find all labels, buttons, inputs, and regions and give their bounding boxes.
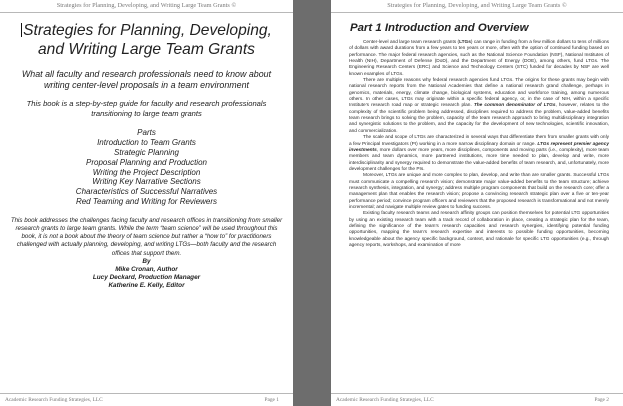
section-body — [349, 40, 609, 249]
footer-company: Academic Research Funding Strategies, LLC — [336, 397, 434, 403]
book-description: This book addresses the challenges facing faculty and research offices in transitioning from smaller research grants to large team grants. While the term “team science” will be used throughout this book, it is not a book about the theory of team science but rather a “how to” for practitioners challenged with actually planning, developing, and writing LTGs—both faculty and the research offices that support them. — [10, 217, 283, 257]
parts-heading: Parts — [137, 128, 156, 137]
part-item: Red Teaming and Writing for Reviewers — [75, 197, 218, 207]
footer-page-number: Page 1 — [264, 397, 279, 403]
page-header: Strategies for Planning, Developing, and Writing Large Team Grants © — [331, 0, 623, 13]
paragraph: The scale and scope of LTGs are characterized in several ways that differentiate them from smaller grants with only a few Principal Investigators (PI) working in a more narrow disciplinary domain or range. LTGs represent premier agency investments, more dollars over more years, more disciplines, components and moving parts (i.e., complexity), more team members and team dynamics, more partnered institutions, more time needed to plan, develop and write, more interdisciplinarity and synergy required to demonstrate the value-added benefits of team research, and, unfortunately, more development challenges for the PIs. — [349, 135, 609, 172]
paragraph: Existing faculty research teams and research affinity groups can position themselves for potential LTG opportunities by using an existing research team with a track record of collaboration in place, creating a strategic plan for the team, defining the significance of the team’s research capacities and research synergies, identifying potential funding opportunities, mapping the team’s research expertise and interests to possible funding opportunities, becoming knowledgeable about the agency specific background, context, and rationale for specific LTG opportunities (e.g., through agency reports, workshops, and examination of more — [349, 211, 609, 248]
text-cursor — [21, 23, 22, 37]
part-item: Characteristics of Successful Narratives — [75, 187, 218, 197]
part-item: Proposal Planning and Production — [86, 157, 207, 167]
page-2 — [331, 0, 623, 406]
page-footer — [0, 393, 293, 406]
page-header: Strategies for Planning, Developing, and Writing Large Team Grants © — [0, 0, 293, 13]
section-heading: Part 1 Introduction and Overview — [350, 22, 529, 34]
by-label: By — [142, 257, 151, 265]
author-line: Mike Cronan, Author — [115, 265, 178, 273]
book-title: Strategies for Planning, Developing, and Writing Large Team Grants — [23, 22, 272, 58]
author-line: Lucy Deckard, Production Manager — [92, 274, 201, 282]
paragraph: There are multiple reasons why federal research agencies fund LTGs. The origins for these grants may begin with national research reports from the National Academies that define a national research grand challenge, perhaps in genomics, materials, energy, climate change, biological systems, education and workforce training, among numerous others. In other cases, LTGs may originate within a specific federal agency, or, in the case of NIH, within a specific Institute’s research road map or strategic research plan. The common denominator of LTGs, however, relates to the complexity of the scientific problem being addressed, disciplines required to address the problem, value-added benefits team research brings to solving the problem, capacity of the team research approach to bring multidisciplinary integration and synergistic solutions to the problem, and the capacity for the development of new technologies, scientific innovation, and commercialization. — [349, 78, 609, 134]
author-line: Katherine E. Kelly, Editor — [108, 282, 185, 290]
parts-list — [0, 138, 293, 207]
paragraph: Moreover, LTGs are unique and more complex to plan, develop, and write than are smaller grants. Successful LTGs must communicate a compelling research vision; demonstrate major value-added benefits to the team structure; achieve research synthesis, integration, and synergy; address multiple program components that build on the research core; offer a management plan that enables the research vision; propose a convincing research strategic plan over a five or ten-year performance period; convince program officers and reviewers that the proposed research is transformational and not merely incremental; and navigate multiple review gates to funding success. — [349, 173, 609, 210]
page-footer — [331, 393, 623, 406]
part-item: Introduction to Team Grants — [97, 137, 196, 147]
part-item: Writing Key Narrative Sections — [92, 177, 201, 187]
step-guide-text: This book is a step-by-step guide for faculty and research professionals transitioning to large team grants — [26, 99, 267, 118]
page-1 — [0, 0, 293, 406]
part-item: Writing the Project Description — [92, 167, 201, 177]
cover-content — [0, 16, 293, 290]
footer-company: Academic Research Funding Strategies, LLC — [5, 397, 103, 403]
footer-page-number: Page 2 — [594, 397, 609, 403]
paragraph: Center-level and large team research grants (LTGs) can range in funding from a few million dollars to tens of millions of dollars with award durations from a few years to ten years or more, often with the option of continued funding based on performance. The major federal research agencies, such as the National Science Foundation (NSF), National Institutes of Health (NIH), Department of Defense (DoD), and the Department of Energy (DOE), among others, fund LTGs. The Engineering Research Centers (ERC) and Science and Technology Centers (STC) funded for decades by NSF are well known examples of LTGs. — [349, 40, 609, 77]
part-item: Strategic Planning — [114, 147, 179, 157]
book-subtitle: What all faculty and research professionals need to know about writing center-level proposals in a team environment — [21, 69, 272, 90]
